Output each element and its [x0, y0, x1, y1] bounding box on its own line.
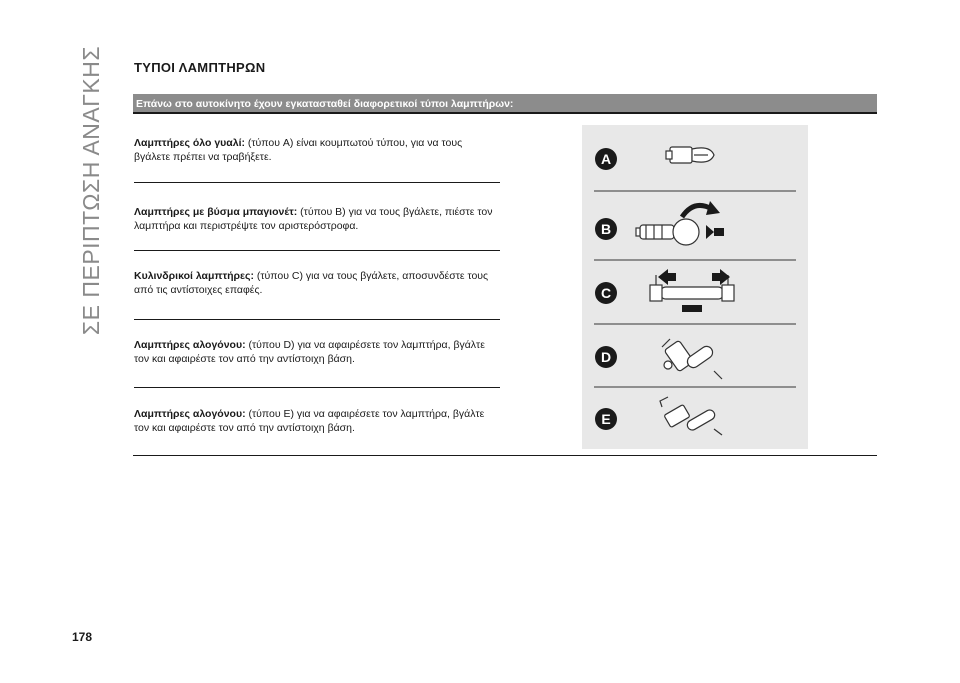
item-text: (τύπου A) είναι κουμπωτού τύπου, για να τους βγάλετε πρέπει να τραβήξετε. — [134, 137, 463, 163]
item-text: (τύπου D) για να αφαιρέσετε τον λαμπτήρα, βγάλτε τον και αφαιρέστε τον από την αντίστοιχη βάση. — [134, 339, 485, 365]
list-item — [134, 269, 500, 297]
svg-text:A: A — [600, 151, 612, 167]
cylindrical-bulb-icon — [650, 269, 734, 312]
label-badge-d — [595, 346, 617, 368]
intro-banner: Επάνω στο αυτοκίνητο έχουν εγκατασταθεί διαφορετικοί τύποι λαμπτήρων: — [133, 94, 877, 114]
bottom-divider — [133, 455, 877, 456]
list-item — [134, 338, 500, 366]
item-term: Λαμπτήρες όλο γυαλί: — [134, 137, 245, 149]
list-item — [134, 136, 500, 164]
divider — [134, 250, 500, 251]
label-badge-b — [595, 218, 617, 240]
svg-text:D: D — [600, 349, 612, 365]
svg-text:B: B — [600, 221, 612, 237]
bulb-illustrations — [582, 125, 808, 449]
page-number: 178 — [72, 630, 93, 644]
section-side-title: ΣΕ ΠΕΡΙΠΤΩΣΗ ΑΝΑΓΚΗΣ — [78, 45, 105, 335]
item-term: Λαμπτήρες αλογόνου: — [134, 408, 246, 420]
page-title: ΤΥΠΟΙ ΛΑΜΠΤΗΡΩΝ — [134, 60, 266, 75]
item-term: Λαμπτήρες αλογόνου: — [134, 339, 246, 351]
label-badge-a — [595, 148, 617, 170]
halogen-bulb-d-icon — [662, 339, 722, 379]
label-badge-c — [595, 282, 617, 304]
bayonet-bulb-icon — [636, 201, 724, 245]
item-text: (τύπου C) για να τους βγάλετε, αποσυνδέστε τους από τις αντίστοιχες επαφές. — [134, 270, 489, 296]
label-badge-e — [595, 408, 617, 430]
item-term: Κυλινδρικοί λαμπτήρες: — [134, 270, 254, 282]
list-item — [134, 407, 500, 435]
all-glass-bulb-icon — [666, 147, 714, 163]
item-term: Λαμπτήρες με βύσμα μπαγιονέτ: — [134, 206, 298, 218]
divider — [134, 387, 500, 388]
svg-text:E: E — [601, 411, 611, 427]
bulb-types-figure — [582, 125, 808, 449]
item-text: (τύπου E) για να αφαιρέσετε τον λαμπτήρα, βγάλτε τον και αφαιρέστε τον από την αντίστοιχη βάση. — [134, 408, 485, 434]
list-item — [134, 205, 500, 233]
divider — [134, 182, 500, 183]
item-text: (τύπου B) για να τους βγάλετε, πιέστε τον λαμπτήρα και περιστρέψτε τον αριστερόστροφα. — [134, 206, 493, 232]
svg-text:C: C — [600, 285, 612, 301]
halogen-bulb-e-icon — [660, 397, 722, 435]
divider — [134, 319, 500, 320]
